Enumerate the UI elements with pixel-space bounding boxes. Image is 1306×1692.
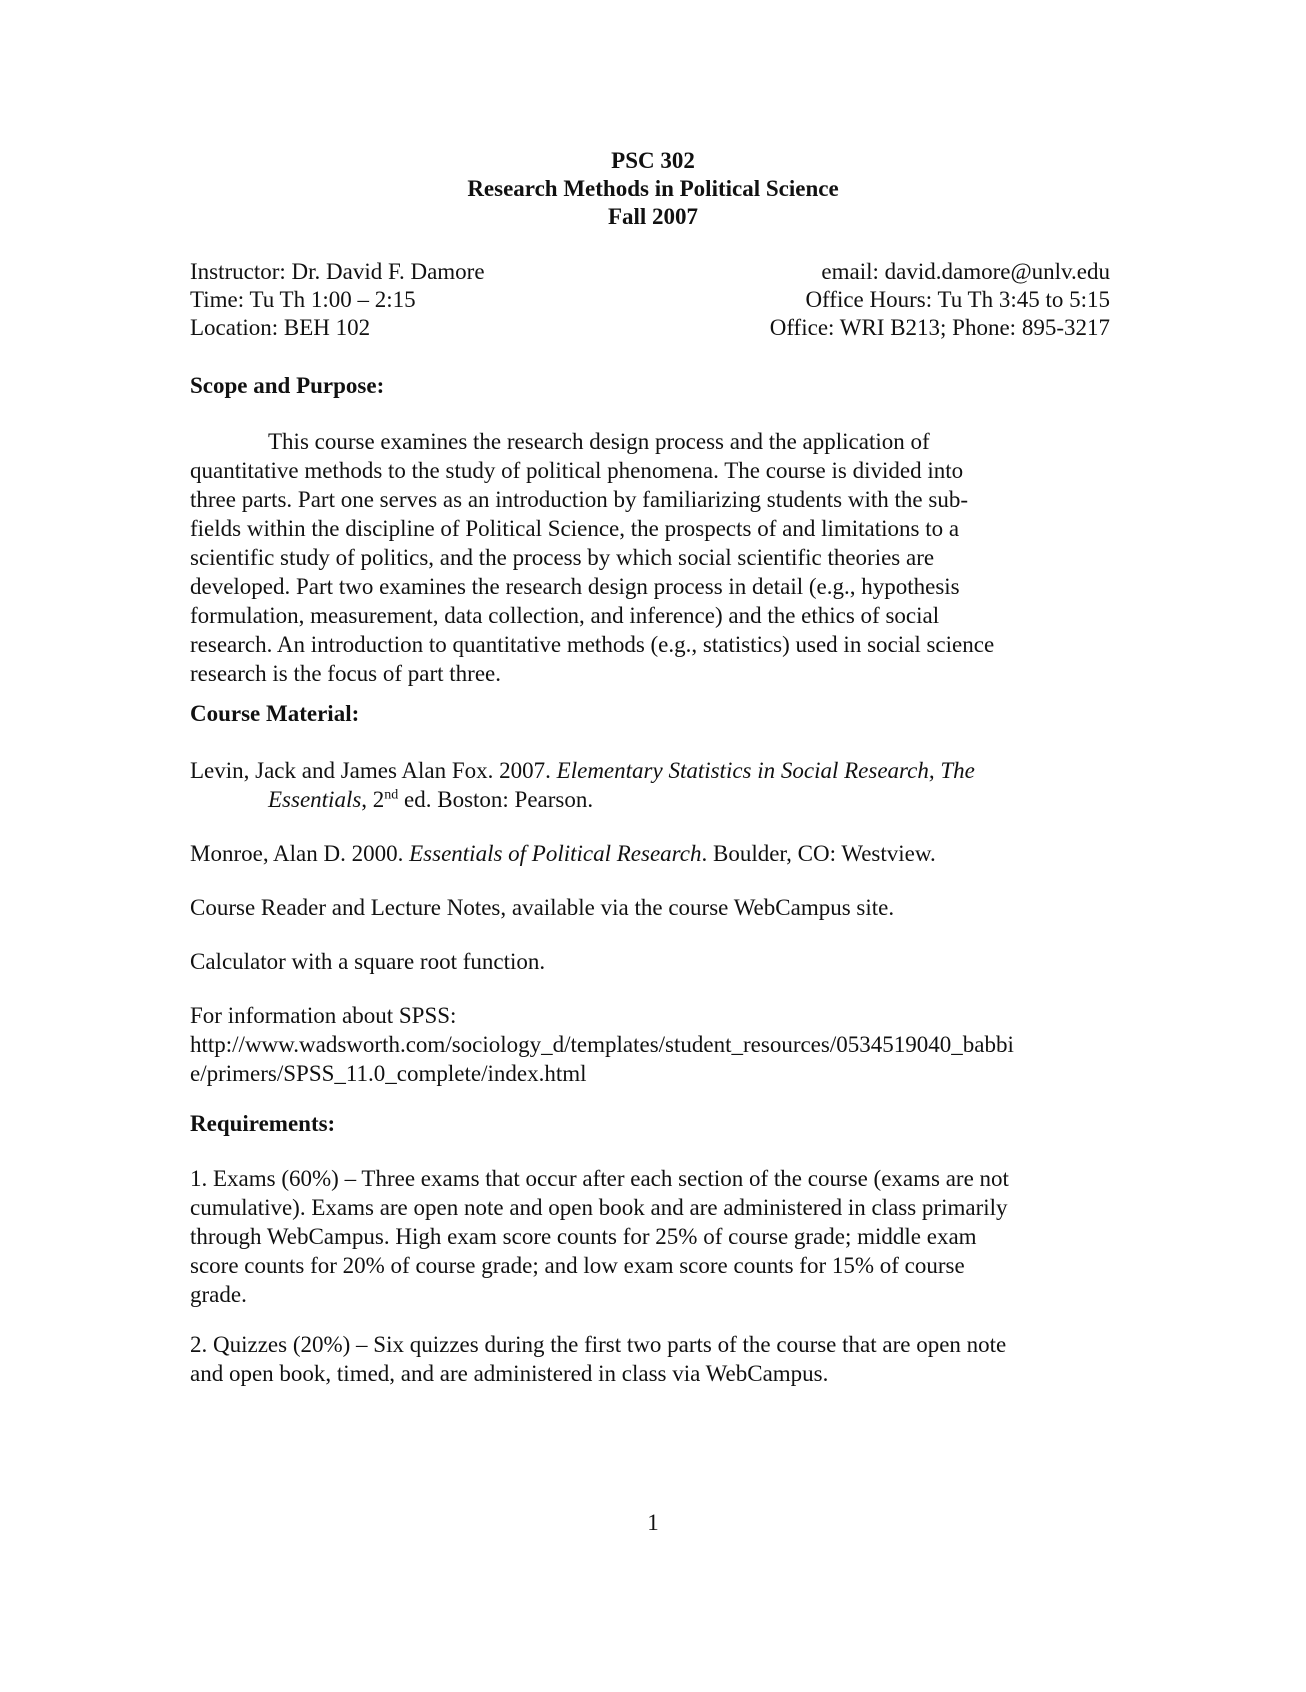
exams-line: 1. Exams (60%) – Three exams that occur after each section of the course (exams are not [190,1166,1009,1191]
monroe-citation [190,839,1110,868]
monroe-publisher: . Boulder, CO: Westview. [701,841,936,866]
quizzes-line: and open book, timed, and are administered in class via WebCampus. [190,1361,829,1386]
scope-line: formulation, measurement, data collection, and inference) and the ethics of social [190,603,940,628]
location-info: Location: BEH 102 [190,315,371,340]
scope-heading: Scope and Purpose: [190,373,385,398]
page-number: 1 [647,1510,659,1535]
course-reader: Course Reader and Lecture Notes, available via the course WebCampus site. [190,895,895,920]
scope-line: This course examines the research design process and the application of [268,429,930,454]
levin-citation [190,756,1110,814]
levin-edition-suffix: nd [384,787,399,803]
quizzes-requirement [190,1330,1110,1388]
monroe-title: Essentials of Political Research [409,841,702,866]
monroe-author-year: Monroe, Alan D. 2000. [190,841,410,866]
spss-url-link[interactable]: http://www.wadsworth.com/sociology_d/templates/student_resources/0534519040_babbi [190,1032,1014,1057]
exams-line: score counts for 20% of course grade; and low exam score counts for 15% of course [190,1253,965,1278]
requirements-heading: Requirements: [190,1111,336,1136]
instructor-info: Instructor: Dr. David F. Damore [190,259,485,284]
office-info: Office: WRI B213; Phone: 895-3217 [769,315,1110,340]
material-heading: Course Material: [190,701,360,726]
scope-line: three parts. Part one serves as an introduction by familiarizing students with the sub- [190,487,968,512]
exams-line: through WebCampus. High exam score counts for 25% of course grade; middle exam [190,1224,977,1249]
scope-line: scientific study of politics, and the process by which social scientific theories are [190,545,935,570]
calculator-note: Calculator with a square root function. [190,949,546,974]
scope-line: research. An introduction to quantitative methods (e.g., statistics) used in social science [190,632,995,657]
course-title: Research Methods in Political Science [467,176,839,201]
levin-title-cont: Essentials [268,787,362,812]
scope-line: fields within the discipline of Political Science, the prospects of and limitations to a [190,516,960,541]
levin-title: Elementary Statistics in Social Research, The [556,758,975,783]
scope-line: quantitative methods to the study of political phenomena. The course is divided into [190,458,964,483]
exams-line: cumulative). Exams are open note and open book and are administered in class primarily [190,1195,1008,1220]
office-hours-info: Office Hours: Tu Th 3:45 to 5:15 [805,287,1110,312]
spss-info [190,1001,1110,1088]
levin-author-year: Levin, Jack and James Alan Fox. 2007. [190,758,557,783]
scope-line: developed. Part two examines the research design process in detail (e.g., hypothesis [190,574,960,599]
quizzes-line: 2. Quizzes (20%) – Six quizzes during the first two parts of the course that are open note [190,1332,1007,1357]
levin-publisher: ed. Boston: Pearson. [398,787,594,812]
spss-url-link-cont[interactable]: e/primers/SPSS_11.0_complete/index.html [190,1061,587,1086]
time-info: Time: Tu Th 1:00 – 2:15 [190,287,416,312]
exams-line: grade. [190,1282,247,1307]
exams-requirement [190,1164,1110,1309]
spss-label: For information about SPSS: [190,1003,457,1028]
scope-line: research is the focus of part three. [190,661,501,686]
course-code: PSC 302 [611,148,695,173]
levin-edition: , 2 [361,787,385,812]
scope-paragraph [190,427,1110,688]
email-info: email: david.damore@unlv.edu [821,259,1110,284]
course-term: Fall 2007 [607,204,699,229]
